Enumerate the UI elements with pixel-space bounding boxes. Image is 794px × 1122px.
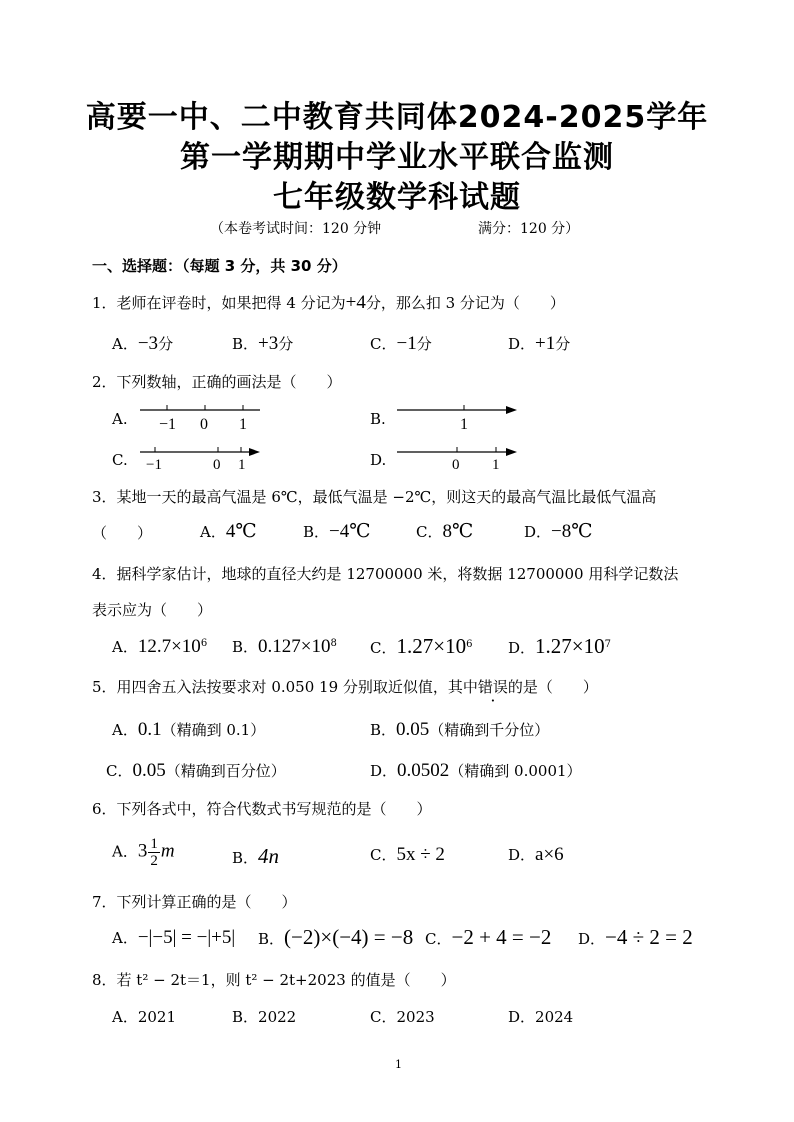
question-4: 4．据科学家估计，地球的直径大约是 12700000 米，将数据 12700000 用科学记数法	[92, 565, 679, 583]
q5-emphasis: 错误	[477, 678, 508, 696]
question-6: 6．下列各式中，符合代数式书写规范的是（ ）	[92, 800, 432, 818]
q2-a-tick-1: 1	[239, 416, 247, 433]
page-number: 1	[395, 1058, 402, 1071]
exam-title-line1: 高要一中、二中教育共同体2024-2025学年	[85, 100, 709, 135]
q1-math: +4	[345, 292, 366, 313]
q2-d-tick-1: 1	[492, 457, 500, 473]
q6-option-d: D．a×6	[508, 844, 564, 865]
q7-option-c: C．−2 + 4 = −2	[425, 925, 552, 949]
q2-label-d: D.	[370, 451, 387, 469]
question-3: 3．某地一天的最高气温是 6℃，最低气温是 −2℃，则这天的最高气温比最低气温高	[92, 488, 657, 506]
q1-option-d: D．+1分	[508, 333, 571, 354]
question-2: 2．下列数轴，正确的画法是（ ）	[92, 373, 342, 391]
q5-option-c: C．0.05（精确到百分位）	[106, 760, 286, 781]
q8-option-d: D．2024	[508, 1008, 574, 1026]
q6-option-a: A．3 $\frac{1}{2}$ m	[112, 836, 175, 869]
q2-label-c: C.	[112, 451, 128, 469]
q7-option-b: B．(−2)×(−4) = −8	[258, 925, 414, 949]
section-title: 一、选择题：（每题 3 分，共 30 分）	[92, 257, 347, 275]
q2-d-tick-0: 0	[452, 457, 460, 473]
exam-time: （本卷考试时间：120 分钟	[210, 221, 382, 237]
q7-option-a: A．−|−5| = −|+5|	[112, 927, 236, 948]
q2-a-tick-neg1: −1	[159, 416, 177, 433]
q4-option-a: A．$12.7\times 10^6$	[112, 636, 208, 657]
q7-option-d: D．−4 ÷ 2 = 2	[578, 925, 693, 949]
q1-option-b: B．+3分	[232, 333, 294, 354]
q2-label-a: A.	[112, 410, 128, 428]
q3-paren: （ ）	[92, 524, 153, 542]
q8-option-a: A．2021	[112, 1008, 177, 1026]
q6-option-c: C．5x ÷ 2	[370, 844, 445, 865]
q3-option-a: A．4℃	[200, 521, 257, 542]
exam-score: 满分：120 分）	[478, 221, 580, 237]
q1-stem: 1．老师在评卷时，如果把得 4 分记为	[92, 294, 346, 312]
q1-option-c: C．−1分	[370, 333, 432, 354]
q2-number-line-d	[395, 444, 525, 474]
q6-option-b: B．4n	[232, 844, 280, 868]
question-8: 8．若 t² − 2t＝1，则 t² − 2t+2023 的值是（ ）	[92, 971, 456, 989]
q8-option-b: B．2022	[232, 1008, 297, 1026]
question-5: 5．用四舍五入法按要求对 0.050 19 分别取近似值，其中错误的是（ ）	[92, 678, 598, 696]
q2-a-tick-0: 0	[200, 416, 208, 433]
q2-label-b: B.	[370, 410, 386, 428]
q2-b-tick-1: 1	[460, 416, 468, 433]
q5-option-b: B．0.05（精确到千分位）	[370, 719, 550, 740]
question-7: 7．下列计算正确的是（ ）	[92, 893, 297, 911]
q2-number-line-a	[138, 402, 268, 434]
q3-option-b: B．−4℃	[303, 521, 371, 542]
q2-c-tick-1: 1	[238, 457, 246, 473]
q1-stem-tail: 分，那么扣 3 分记为（ ）	[365, 294, 565, 312]
q5-option-a: A．0.1（精确到 0.1）	[112, 719, 266, 740]
q4-option-c: C．$1.27\times 10^6$	[370, 634, 473, 658]
q2-c-tick-0: 0	[213, 457, 221, 473]
question-1	[92, 292, 565, 314]
q2-c-tick-neg1: −1	[146, 457, 162, 473]
q8-option-c: C．2023	[370, 1008, 435, 1026]
q1-option-a: A．−3分	[112, 333, 174, 354]
q4-option-b: B．$0.127\times 10^8$	[232, 636, 337, 657]
q3-option-d: D．−8℃	[524, 521, 593, 542]
exam-title-line2: 第一学期期中学业水平联合监测	[180, 140, 614, 175]
q4-option-d: D．$1.27\times 10^7$	[508, 634, 611, 658]
exam-title-line3: 七年级数学科试题	[273, 180, 521, 215]
q3-option-c: C．8℃	[416, 521, 474, 542]
q4-stem2: 表示应为（ ）	[92, 601, 213, 619]
q5-option-d: D．0.0502（精确到 0.0001）	[370, 760, 582, 781]
q2-number-line-c	[138, 444, 268, 474]
q2-number-line-b	[395, 402, 525, 434]
